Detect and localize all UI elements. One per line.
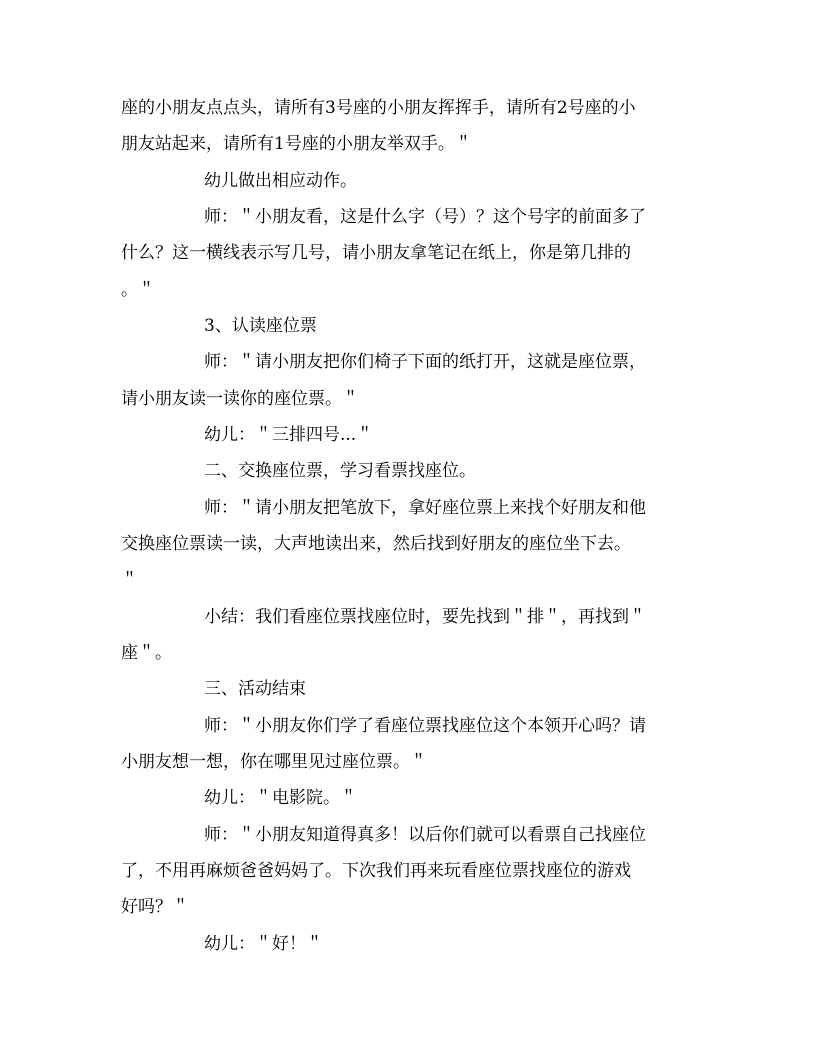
text-line: 师：＂请小朋友把笔放下，拿好座位票上来找个好朋友和他: [204, 498, 646, 518]
text-line: 请小朋友读一读你的座位票。＂: [121, 389, 359, 409]
text-line: 师：＂小朋友你们学了看座位票找座位这个本领开心吗？请: [204, 716, 646, 736]
text-line: 好吗？＂: [121, 897, 189, 917]
section-heading: 三、活动结束: [204, 679, 306, 699]
text-line: ＂: [121, 570, 138, 590]
text-line: 朋友站起来，请所有1号座的小朋友举双手。＂: [121, 134, 472, 154]
text-line: 幼儿：＂三排四号...＂: [204, 425, 374, 445]
text-line: 座＂。: [121, 643, 172, 663]
section-heading: 3、认读座位票: [204, 316, 317, 336]
text-line: 。＂: [121, 280, 155, 300]
text-line: 幼儿：＂电影院。＂: [204, 788, 357, 808]
text-line: 座的小朋友点点头，请所有3号座的小朋友挥挥手，请所有2号座的小: [121, 98, 636, 118]
text-line: 交换座位票读一读，大声地读出来，然后找到好朋友的座位坐下去。: [121, 534, 631, 554]
text-line: 什么？这一横线表示写几号，请小朋友拿笔记在纸上，你是第几排的: [121, 243, 631, 263]
text-line: 小朋友想一想，你在哪里见过座位票。＂: [121, 752, 427, 772]
text-line: 师：＂小朋友看，这是什么字（号）？这个号字的前面多了: [204, 207, 646, 227]
text-line: 师：＂小朋友知道得真多！以后你们就可以看票自己找座位: [204, 825, 646, 845]
section-heading: 二、交换座位票，学习看票找座位。: [204, 461, 476, 481]
text-line: 师：＂请小朋友把你们椅子下面的纸打开，这就是座位票，: [204, 352, 646, 372]
text-line: 幼儿做出相应动作。: [204, 171, 357, 191]
text-line: 了，不用再麻烦爸爸妈妈了。下次我们再来玩看座位票找座位的游戏: [121, 861, 631, 881]
text-line: 幼儿：＂好！＂: [204, 934, 323, 954]
text-line: 小结：我们看座位票找座位时，要先找到＂排＂，再找到＂: [204, 607, 646, 627]
